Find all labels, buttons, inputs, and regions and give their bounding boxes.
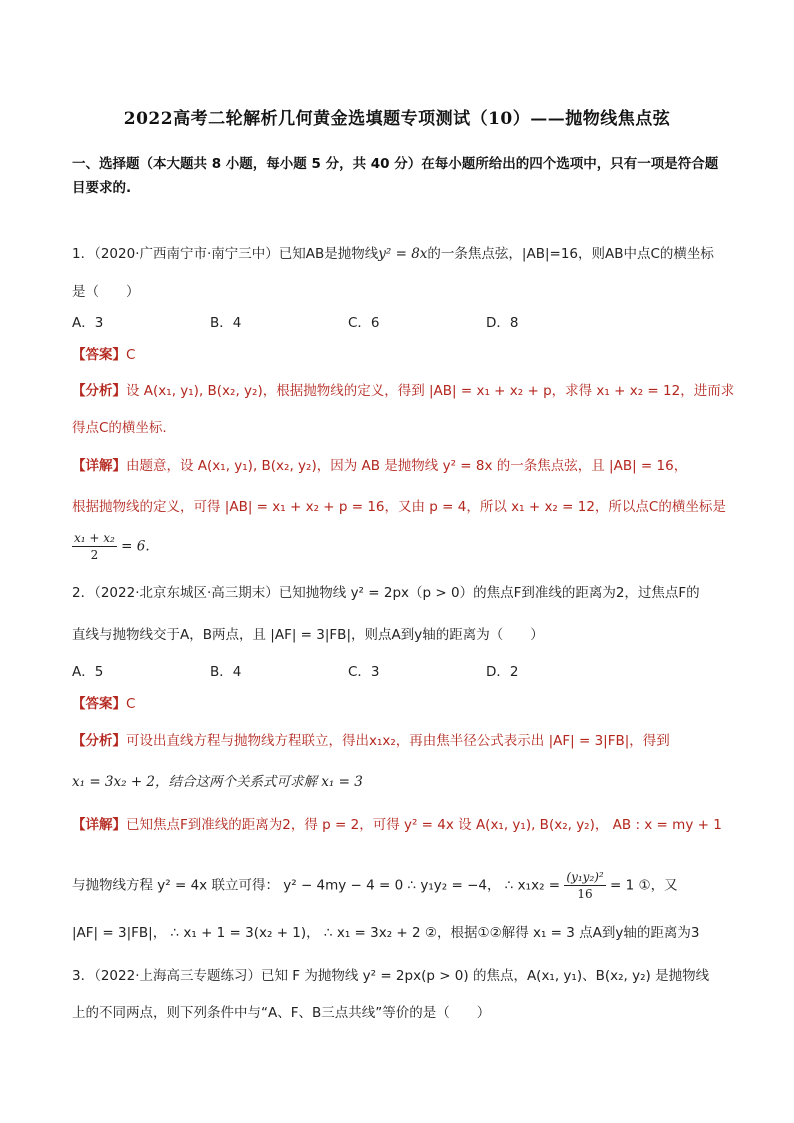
q2-detail-text-a: 已知焦点F到准线的距离为2，得 p = 2，可得 y² = 4x 设 A(x₁, y₁), B(x₂, y₂)， AB : x = my + 1 xyxy=(126,817,722,833)
q2-option-c[interactable]: C．3 xyxy=(348,664,380,680)
q1-analysis-label: 【分析】 xyxy=(72,383,126,399)
q1-analysis-line1 xyxy=(72,381,734,401)
section-heading-line2: 目要求的. xyxy=(72,180,132,196)
q2-detail-line3: |AF| = 3|FB|， ∴ x₁ + 1 = 3(x₂ + 1)， ∴ x₁ = 3x₂ + 2 ②，根据①②解得 x₁ = 3 点A到y轴的距离为3 xyxy=(72,925,700,941)
q2-analysis-line1 xyxy=(72,731,670,751)
q1-stem-a: 1．（2020·广西南宁市·南宁三中）已知AB是抛物线 xyxy=(72,246,379,262)
q3-stem-line1: 3．（2022·上海高三专题练习）已知 F 为抛物线 y² = 2px(p > 0) 的焦点，A(x₁, y₁)、B(x₂, y₂) 是抛物线 xyxy=(72,968,710,984)
q3-stem-line2: 上的不同两点，则下列条件中与“A、F、B三点共线”等价的是（ ） xyxy=(72,1005,491,1021)
q2-detail-fraction xyxy=(564,869,605,902)
q2-detail-line1 xyxy=(72,815,722,835)
q1-detail-fraction xyxy=(72,530,117,563)
q2-detail-text-b2: = 1 ①，又 xyxy=(610,877,678,894)
q2-analysis-line2 xyxy=(72,772,363,792)
q1-option-a[interactable]: A．3 xyxy=(72,315,104,331)
q2-answer xyxy=(72,694,135,714)
q1-detail-text-a: 由题意，设 A(x₁, y₁), B(x₂, y₂)，因为 AB 是抛物线 y² = 8x 的一条焦点弦，且 |AB| = 16， xyxy=(126,458,688,474)
q2-stem-line1: 2．（2022·北京东城区·高三期末）已知抛物线 y² = 2px（p > 0）的焦点F到准线的距离为2，过焦点F的 xyxy=(72,585,700,601)
page-title: 2022高考二轮解析几何黄金选填题专项测试（10）——抛物线焦点弦 xyxy=(123,109,671,129)
q1-option-b[interactable]: B．4 xyxy=(210,315,242,331)
q2-analysis-text-b: x₁ = 3x₂ + 2，结合这两个关系式可求解 x₁ = 3 xyxy=(72,774,363,790)
q1-detail-line3 xyxy=(72,530,150,563)
q1-analysis-line2: 得点C的横坐标. xyxy=(72,420,167,436)
q1-detail-line1 xyxy=(72,456,687,476)
q1-answer-label: 【答案】 xyxy=(72,347,126,363)
q2-analysis-text-a: 可设出直线方程与抛物线方程联立，得出x₁x₂，再由焦半径公式表示出 |AF| = 3|FB|，得到 xyxy=(126,733,670,749)
q2-option-d[interactable]: D．2 xyxy=(486,664,519,680)
q2-fraction-numerator: (y₁y₂)² xyxy=(566,870,604,884)
q1-option-d[interactable]: D．8 xyxy=(486,315,519,331)
q1-answer-value: C xyxy=(126,347,136,363)
q1-detail-label: 【详解】 xyxy=(72,458,126,474)
q1-analysis-text-a: 设 A(x₁, y₁), B(x₂, y₂)，根据抛物线的定义，得到 |AB| = x₁ + x₂ + p，求得 x₁ + x₂ = 12，进而求 xyxy=(126,383,735,399)
q2-option-a[interactable]: A．5 xyxy=(72,664,104,680)
q1-answer xyxy=(72,345,135,365)
q2-answer-value: C xyxy=(126,696,136,712)
q2-detail-text-b1: 与抛物线方程 y² = 4x 联立可得： y² − 4my − 4 = 0 ∴ y₁y₂ = −4， ∴ x₁x₂ = xyxy=(72,877,561,894)
q2-detail-label: 【详解】 xyxy=(72,817,126,833)
q2-detail-line2 xyxy=(72,869,678,902)
q1-equation: y² = 8x xyxy=(378,246,428,262)
q1-stem-b: 的一条焦点弦，|AB|=16，则AB中点C的横坐标 xyxy=(427,246,714,262)
section-heading-line1: 一、选择题（本大题共 8 小题，每小题 5 分，共 40 分）在每小题所给出的四个选项中，只有一项是符合题 xyxy=(72,156,719,172)
q1-fraction-denominator: 2 xyxy=(90,548,99,562)
q1-stem-line2: 是（ ） xyxy=(72,284,140,300)
q2-stem-line2: 直线与抛物线交于A，B两点，且 |AF| = 3|FB|，则点A到y轴的距离为（ ） xyxy=(72,627,544,643)
q1-option-c[interactable]: C．6 xyxy=(348,315,380,331)
q2-option-b[interactable]: B．4 xyxy=(210,664,242,680)
q2-analysis-label: 【分析】 xyxy=(72,733,126,749)
q2-fraction-denominator: 16 xyxy=(577,887,593,901)
q1-fraction-numerator: x₁ + x₂ xyxy=(74,531,115,545)
q1-detail-result: = 6. xyxy=(121,538,150,555)
q1-detail-line2: 根据抛物线的定义，可得 |AB| = x₁ + x₂ + p = 16，又由 p = 4，所以 x₁ + x₂ = 12，所以点C的横坐标是 xyxy=(72,499,726,515)
q2-answer-label: 【答案】 xyxy=(72,696,126,712)
q1-stem-line1 xyxy=(72,244,714,264)
